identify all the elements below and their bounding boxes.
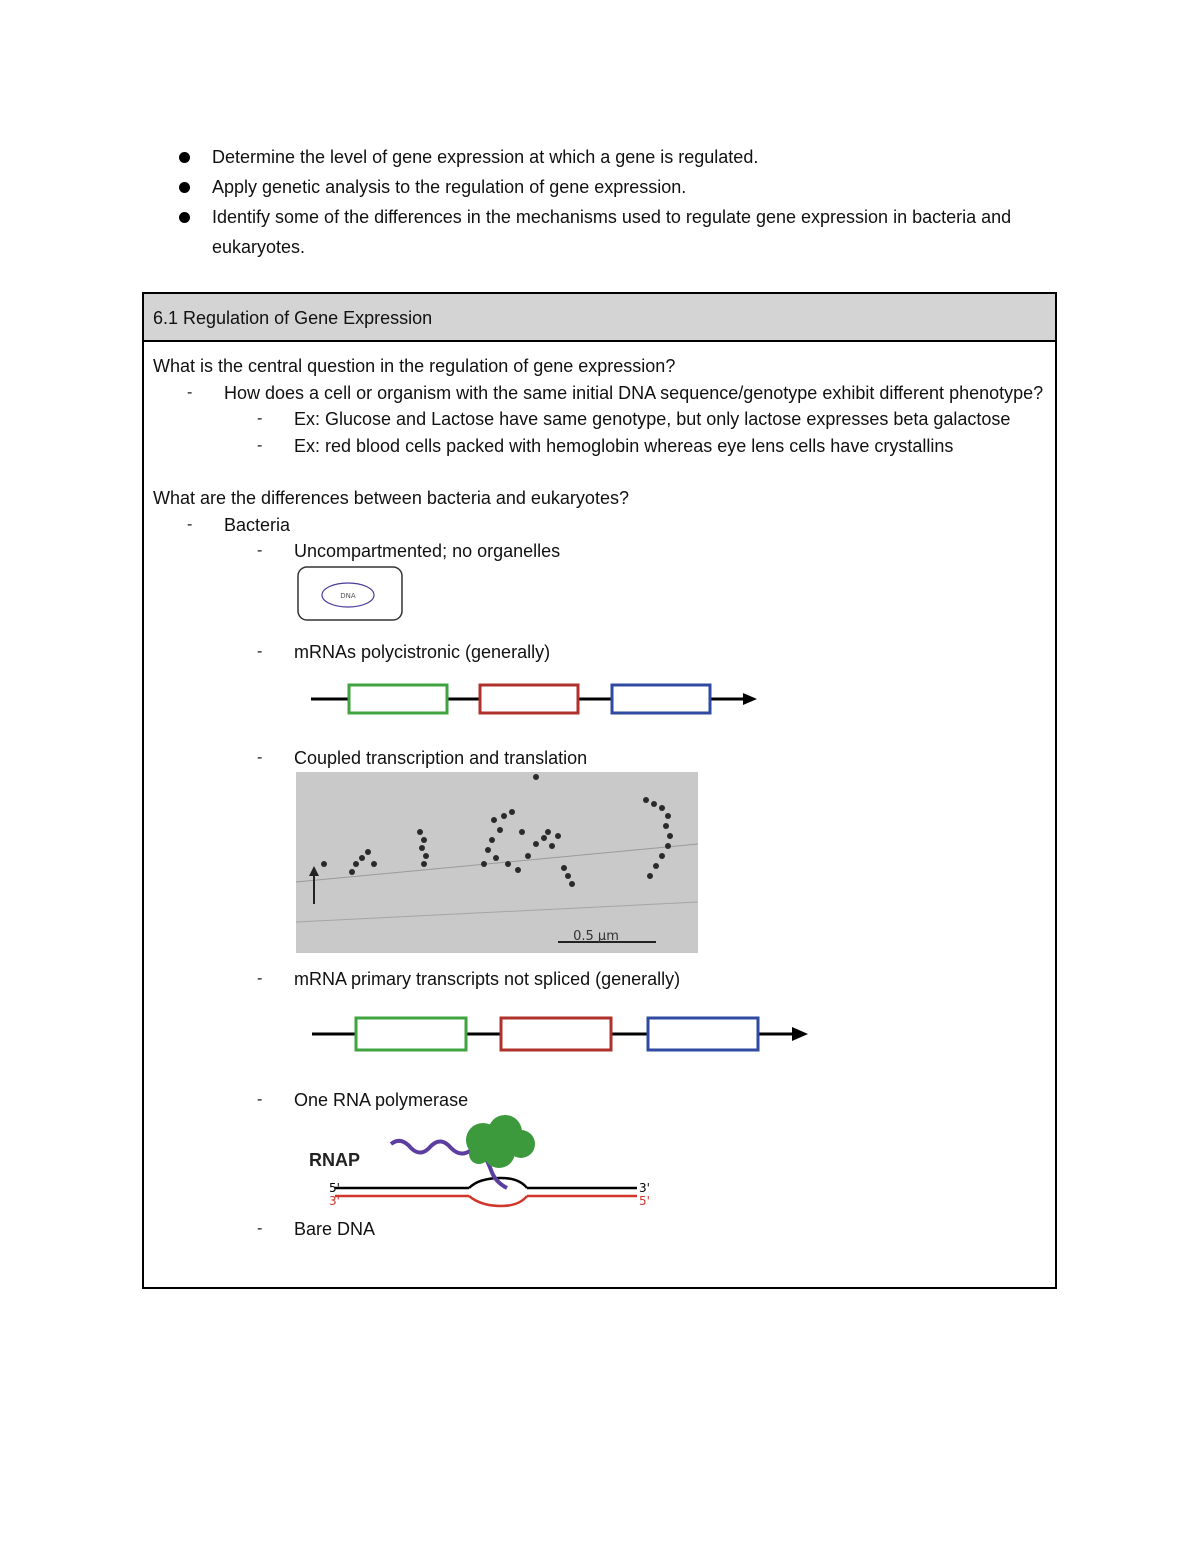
example-item [153,433,1055,460]
dash-marker: - [257,410,263,427]
feature-item [153,745,1055,772]
example-item [153,406,1055,433]
strand-label: 3' [639,1180,650,1195]
feature-text: One RNA polymerase [294,1090,469,1110]
strand-label: 5' [329,1180,340,1195]
bullet-icon [179,182,190,193]
feature-text: Coupled transcription and translation [294,748,588,768]
objective-item [175,172,1075,202]
example-text: Ex: Glucose and Lactose have same genotype, but only lactose expresses beta galactose [294,409,1011,429]
section-body [144,342,1055,1242]
bacterial-cell-figure [296,565,1055,625]
objective-text: Apply genetic analysis to the regulation of gene expression. [212,177,687,197]
rnap-blob-icon [466,1115,535,1168]
dash-marker: - [257,749,263,766]
gene-box-3 [612,685,710,713]
objective-text: Identify some of the differences in the mechanisms used to regulate gene expression in bacteria and eukaryotes. [212,207,1012,257]
learning-objectives [175,142,1075,262]
template-strand-bubble [469,1196,527,1206]
scale-label: 0.5 μm [573,928,619,944]
strand-label: 5' [639,1193,650,1208]
feature-item [153,538,1055,565]
objective-item [175,142,1075,172]
polycistronic-mrna-figure [307,665,1055,735]
dash-marker: - [257,1219,263,1237]
rnap-label: RNAP [309,1149,361,1170]
feature-text: mRNAs polycistronic (generally) [294,641,551,662]
dash-marker: - [187,515,193,533]
dash-marker: - [187,383,193,401]
feature-text: Uncompartmented; no organelles [294,541,561,561]
arrow-head-icon [792,1027,808,1041]
example-text: Ex: red blood cells packed with hemoglobin whereas eye lens cells have crystallins [294,435,954,456]
gene-box-2 [501,1018,611,1050]
notes-table [142,292,1057,1289]
micrograph-figure [296,772,1055,954]
question-central: What is the central question in the regulation of gene expression? [153,356,676,376]
arrow-head-icon [743,693,757,705]
dash-marker: - [257,542,263,559]
feature-text: Bare DNA [294,1218,376,1239]
gene-box-3 [648,1018,758,1050]
dash-marker: - [257,1091,263,1108]
section-header: 6.1 Regulation of Gene Expression [144,294,1055,342]
strand-label: 3' [329,1193,340,1208]
gene-box-1 [349,685,447,713]
objective-text: Determine the level of gene expression at which a gene is regulated. [212,147,759,167]
answer-text: How does a cell or organism with the same initial DNA sequence/genotype exhibit different phenotype? [224,382,1044,403]
dash-marker: - [257,969,263,987]
bacteria-label: Bacteria [224,514,291,535]
answer-item [153,380,1055,407]
bullet-icon [179,212,190,223]
feature-item [153,1087,1055,1114]
feature-text: mRNA primary transcripts not spliced (generally) [294,968,681,989]
feature-item [153,1216,1055,1243]
dash-marker: - [257,642,263,660]
feature-item [153,966,1055,993]
feature-item [153,639,1055,666]
nucleoid-label: DNA [340,591,356,600]
bullet-icon [179,152,190,163]
unspliced-mrna-figure [308,992,1055,1072]
rnap-figure [301,1114,1055,1214]
gene-box-2 [480,685,578,713]
objective-item [175,202,1075,262]
gene-box-1 [356,1018,466,1050]
dash-marker: - [257,436,263,454]
question-differences: What are the differences between bacteria and eukaryotes? [153,488,629,508]
bacteria-heading [153,512,1055,539]
